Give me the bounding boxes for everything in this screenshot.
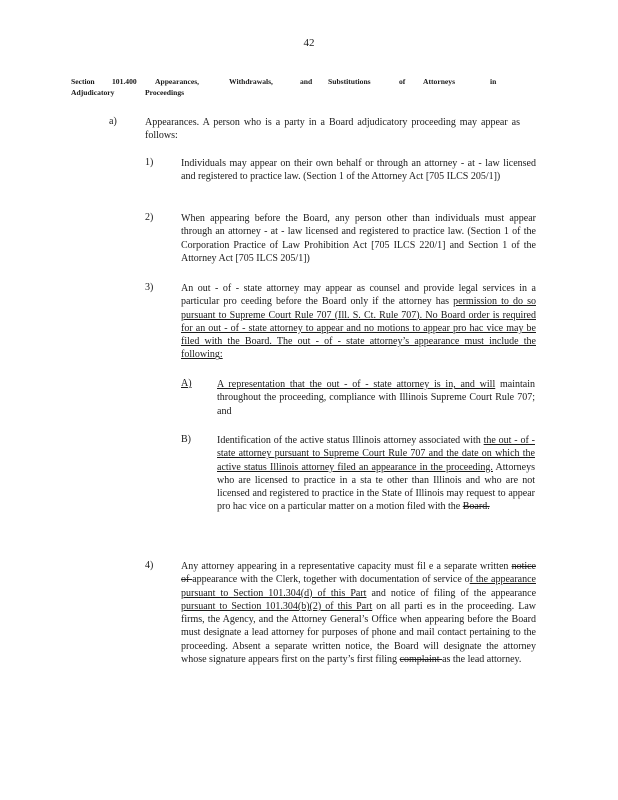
heading-word: of [399, 77, 406, 86]
heading-word: Substitutions [328, 77, 371, 86]
item-4-text-part: appearance with the Clerk, together with documentation of service o [192, 574, 470, 586]
heading-word: and [300, 77, 313, 86]
item-4-deleted-text: complaint [399, 654, 443, 666]
subsection-a-label: a) [109, 116, 117, 127]
item-3-label: 3) [145, 282, 154, 293]
item-4-inserted-text: pursuant to Section 101.304(b)(2) of this Part [181, 600, 373, 612]
item-4-label: 4) [145, 560, 154, 571]
item-2-label: 2) [145, 212, 154, 223]
item-4-text-part: Any attorney appearing in a representative capacity must fil e a separate written [181, 561, 512, 572]
heading-word: in [490, 77, 497, 86]
heading-word: Section [71, 77, 95, 86]
item-4-text [181, 560, 536, 666]
item-3a-inserted-text: A representation that the out - of - state attorney is in, and will [217, 379, 496, 390]
page-number: 42 [303, 37, 315, 49]
item-3-text [181, 282, 536, 362]
section-heading-line-1 [71, 76, 551, 87]
heading-word: Withdrawals, [229, 77, 273, 86]
item-3a-text-part: maintain throughout the proceeding, compliance with Illinois Supreme Court Rule 707; and [217, 379, 535, 417]
item-2-text: When appearing before the Board, any person other than individuals must appear through an attorney - at - law licensed and registered to practice law. (Section 1 of the Corporation Practice of Law Prohibition Act [705 ILCS 220/1] and Section 1 of the Attorney Act [705 ILCS 205/1]) [181, 213, 536, 264]
item-4-text-part: as the lead attorney. [442, 654, 522, 666]
item-3b-deleted-text: Board. [462, 501, 490, 513]
item-3b-text-part: Identification of the active status Illinois attorney associated with [217, 435, 484, 446]
section-heading [71, 76, 551, 98]
heading-word: Proceedings [145, 88, 185, 97]
item-3a-text [217, 378, 535, 418]
section-heading-line-2 [71, 87, 551, 98]
subsection-a-text: Appearances. A person who is a party in a Board adjudicatory proceeding may appear as follows: [145, 117, 520, 142]
item-3a-label: A) [181, 378, 192, 389]
item-3b-text [217, 434, 535, 514]
heading-word: Attorneys [423, 77, 456, 86]
item-3-text-part: An out - of - state attorney may appear as counsel and provide legal services in a particular pro ceeding before the Board only if the attorney has [181, 283, 536, 308]
item-3-inserted-text: permission to do so pursuant to Supreme Court Rule 707 (Ill. S. Ct. Rule 707). No Board order is required for an out - of - state attorney to appear and no motions to appear pro hac vice may be filed with the Board. The out - of - state attorney’s appearance must include the following: [181, 296, 536, 361]
item-3b-label: B) [181, 434, 191, 445]
heading-word: Adjudicatory [71, 88, 115, 97]
item-4-deleted-text: notice of [181, 561, 536, 586]
item-1-text: Individuals may appear on their own behalf or through an attorney - at - law licensed and registered to practice law. (Section 1 of the Attorney Act [705 ILCS 205/1]) [181, 158, 536, 183]
heading-word: Appearances, [155, 77, 200, 86]
item-4-text-part: and notice of filing of the appearance [366, 587, 537, 599]
item-4-text-part: on all parti es in the proceeding. Law firms, the Agency, and the Attorney General’s Office when appearing before the Board must designate a lead attorney for purposes of phone and mail contact pertaining to the proceeding. Absent a separate written notice, the Board will designate the attorney whose signature appears first on the party’s first filing [181, 600, 536, 666]
item-3b-text-part: Attorneys who are licensed to practice in a sta te other than Illinois and who are not licensed and registered to practice in the State of Illinois may request to appear pro hac vice on a particular matter on a motion filed with the [217, 461, 535, 513]
item-4-inserted-text: f the appearance pursuant to Section 101.304(d) of this Part [181, 574, 536, 599]
heading-word: 101.400 [112, 77, 137, 86]
item-3b-inserted-text: the out - of - state attorney pursuant to Supreme Court Rule 707 and the date on which the active status Illinois attorney filed an appearance in the proceeding. [217, 435, 535, 473]
item-1-label: 1) [145, 157, 154, 168]
